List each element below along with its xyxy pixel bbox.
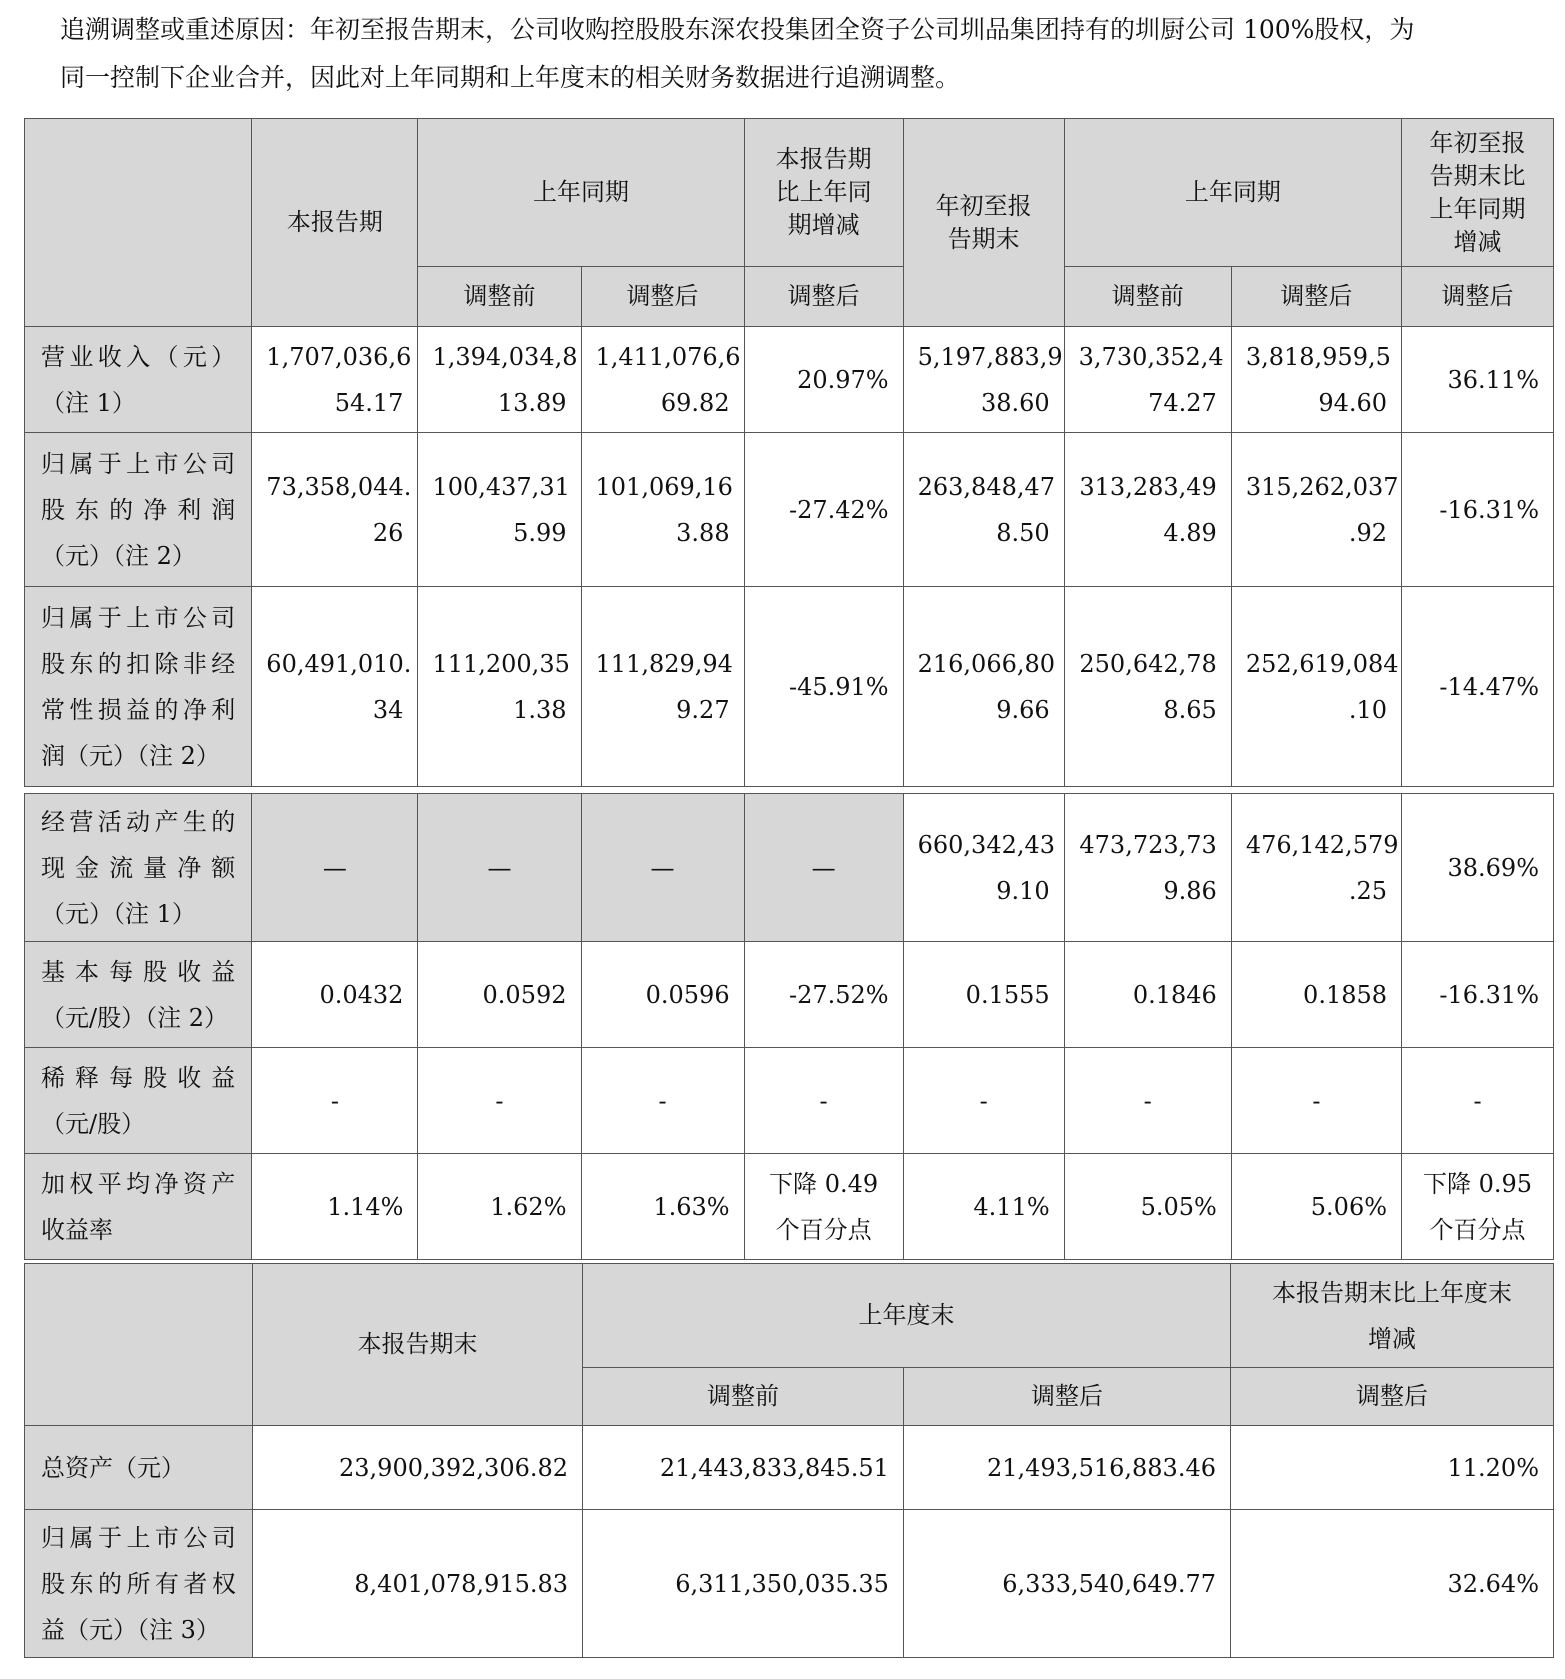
- cell-line: 476,142,579: [1245, 830, 1399, 859]
- header-text: 本报告期末比上年度末: [1272, 1278, 1512, 1307]
- header-after-adj: 调整后: [1231, 1368, 1554, 1426]
- header-text: 本报告期: [775, 145, 872, 173]
- cell-line: 1,707,036,6: [266, 342, 412, 371]
- cell-line: 252,619,084: [1245, 649, 1399, 678]
- header-ytd-change: [1402, 119, 1554, 267]
- row-label-line: 基本每股收益: [41, 957, 236, 986]
- cell-prior-after: [581, 327, 744, 433]
- header-after-adj: 调整后: [1231, 267, 1401, 327]
- cell-line: 73,358,044.: [266, 472, 412, 501]
- cell-ytd-change: -: [1402, 1048, 1554, 1154]
- cell-line: 1,394,034,8: [432, 342, 578, 371]
- cell-prior-ytd-before: 5.05%: [1064, 1154, 1231, 1260]
- row-label-line: （元）（注 1）: [41, 899, 196, 928]
- cell-period-end: 23,900,392,306.82: [252, 1426, 582, 1510]
- cell-line: 8.65: [1163, 695, 1217, 724]
- header-corner: [25, 1264, 253, 1426]
- cell-line: 9.86: [1163, 876, 1217, 905]
- row-label: [25, 433, 252, 587]
- cell-current: [252, 433, 418, 587]
- cell-line: 111,829,94: [595, 649, 733, 678]
- cell-line: .92: [1348, 518, 1388, 547]
- table-row: [25, 794, 1554, 942]
- cell-line: 9.27: [676, 695, 730, 724]
- header-current-period: 本报告期: [252, 119, 418, 327]
- row-label-line: 归属于上市公司: [41, 1523, 236, 1552]
- cell-line: 111,200,35: [432, 649, 570, 678]
- cell-prior-ytd-after: 5.06%: [1231, 1154, 1401, 1260]
- row-label: [25, 794, 252, 942]
- header-text: 增减: [1453, 227, 1502, 256]
- cell-ytd: [903, 794, 1064, 942]
- header-row-1: [25, 1264, 1554, 1368]
- cell-line: 34: [372, 695, 404, 724]
- cell-change: -27.42%: [744, 433, 903, 587]
- cell-line: 38.60: [980, 388, 1050, 417]
- header-after-adj: 调整后: [744, 267, 903, 327]
- cell-line: .25: [1348, 876, 1388, 905]
- cell-prior-before: —: [418, 794, 581, 942]
- cell-line: 9.10: [996, 876, 1050, 905]
- row-label-line: 经营活动产生的: [41, 807, 236, 836]
- cell-prior-after: 0.0596: [581, 942, 744, 1048]
- header-after-adj: 调整后: [903, 1368, 1230, 1426]
- cell-line: 100,437,31: [432, 472, 570, 501]
- cell-ytd-change: 36.11%: [1402, 327, 1554, 433]
- header-row-1: [25, 119, 1554, 267]
- cell-change: -: [744, 1048, 903, 1154]
- cell-change: 32.64%: [1231, 1510, 1554, 1658]
- table-row: [25, 942, 1554, 1048]
- row-label-line: 收益率: [41, 1215, 113, 1244]
- cell-line: 94.60: [1318, 388, 1388, 417]
- cell-line: 下降 0.95: [1422, 1169, 1533, 1198]
- cell-prior-before: [418, 327, 581, 433]
- table-row: [25, 433, 1554, 587]
- cell-prior-ytd-after: [1231, 327, 1401, 433]
- cell-line: 216,066,80: [917, 649, 1056, 678]
- table-row: [25, 587, 1554, 787]
- row-label-line: 归属于上市公司: [41, 449, 236, 478]
- header-prior-year-end: 上年度末: [583, 1264, 1231, 1368]
- cell-line: 个百分点: [1429, 1215, 1526, 1244]
- cell-current: —: [252, 794, 418, 942]
- cell-line: 74.27: [1148, 388, 1217, 417]
- cell-prior-before: 0.0592: [418, 942, 581, 1048]
- row-label-line: （元）（注 2）: [41, 541, 196, 570]
- row-label: [25, 1510, 253, 1658]
- header-ytd: [903, 119, 1064, 327]
- cell-ytd: [903, 327, 1064, 433]
- cell-line: 250,642,78: [1079, 649, 1217, 678]
- row-gap: [25, 787, 1554, 794]
- row-label-line: 加权平均净资产: [41, 1169, 236, 1198]
- cell-current: -: [252, 1048, 418, 1154]
- row-label-line: （注 1）: [41, 388, 136, 417]
- header-before-adj: 调整前: [583, 1368, 904, 1426]
- header-change-vs-prior: [744, 119, 903, 267]
- cell-prior-ytd-after: [1231, 794, 1401, 942]
- cell-prior-after: [581, 433, 744, 587]
- cell-current: 1.14%: [252, 1154, 418, 1260]
- header-text: 告期末: [947, 224, 1020, 253]
- header-change: [1231, 1264, 1554, 1368]
- cell-ytd-change: -16.31%: [1402, 942, 1554, 1048]
- cell-prior-ytd-before: [1064, 794, 1231, 942]
- cell-prior-ytd-before: -: [1064, 1048, 1231, 1154]
- cell-line: 下降 0.49: [769, 1169, 879, 1198]
- row-label-line: 现金流量净额: [41, 853, 236, 882]
- cell-prior-ytd-after: [1231, 587, 1401, 787]
- cell-current: [252, 327, 418, 433]
- cell-line: 4.89: [1163, 518, 1217, 547]
- intro-paragraph: [60, 6, 1500, 102]
- cell-line: 660,342,43: [917, 830, 1056, 859]
- row-label: [25, 942, 252, 1048]
- cell-prior-before: 6,311,350,035.35: [583, 1510, 904, 1658]
- cell-prior-after: [581, 587, 744, 787]
- cell-line: 263,848,47: [917, 472, 1056, 501]
- cell-prior-ytd-before: 0.1846: [1064, 942, 1231, 1048]
- cell-line: 9.66: [996, 695, 1050, 724]
- main-financial-table: [24, 118, 1554, 1260]
- cell-line: 315,262,037: [1245, 472, 1399, 501]
- header-prior-ytd: 上年同期: [1064, 119, 1401, 267]
- cell-prior-before: -: [418, 1048, 581, 1154]
- cell-prior-after: -: [581, 1048, 744, 1154]
- header-corner: [25, 119, 252, 327]
- header-before-adj: 调整前: [418, 267, 581, 327]
- cell-prior-after: 6,333,540,649.77: [903, 1510, 1230, 1658]
- cell-line: 1,411,076,6: [595, 342, 741, 371]
- cell-change: -27.52%: [744, 942, 903, 1048]
- cell-prior-before: 21,443,833,845.51: [583, 1426, 904, 1510]
- header-text: 年初至报: [935, 191, 1032, 220]
- header-text: 年初至报: [1429, 128, 1526, 157]
- cell-ytd: [903, 433, 1064, 587]
- cell-change: -45.91%: [744, 587, 903, 787]
- cell-change: 11.20%: [1231, 1426, 1554, 1510]
- table-row: [25, 1154, 1554, 1260]
- cell-prior-before: 1.62%: [418, 1154, 581, 1260]
- cell-ytd-change: -16.31%: [1402, 433, 1554, 587]
- cell-current: [252, 587, 418, 787]
- cell-prior-ytd-before: [1064, 433, 1231, 587]
- row-label-line: 股东的净利润: [41, 495, 236, 524]
- cell-prior-ytd-after: -: [1231, 1048, 1401, 1154]
- cell-ytd: 4.11%: [903, 1154, 1064, 1260]
- row-label: [25, 1048, 252, 1154]
- cell-line: 60,491,010.: [266, 649, 412, 678]
- cell-change: [744, 1154, 903, 1260]
- row-label-line: 股东的所有者权: [41, 1569, 236, 1598]
- cell-prior-ytd-before: [1064, 587, 1231, 787]
- cell-prior-ytd-before: [1064, 327, 1231, 433]
- balance-table: [24, 1263, 1554, 1658]
- cell-current: 0.0432: [252, 942, 418, 1048]
- cell-prior-after: —: [581, 794, 744, 942]
- cell-line: 54.17: [334, 388, 404, 417]
- header-after-adj: 调整后: [1402, 267, 1554, 327]
- header-text: 上年同期: [1429, 194, 1526, 223]
- cell-line: 69.82: [660, 388, 730, 417]
- table-row: [25, 327, 1554, 433]
- table-row: [25, 1510, 1554, 1658]
- gap-cell: [25, 787, 1554, 794]
- cell-prior-ytd-after: 0.1858: [1231, 942, 1401, 1048]
- header-text: 增减: [1368, 1324, 1416, 1353]
- cell-line: 5,197,883,9: [917, 342, 1063, 371]
- cell-line: 3,730,352,4: [1078, 342, 1224, 371]
- cell-ytd: 0.1555: [903, 942, 1064, 1048]
- cell-change: 20.97%: [744, 327, 903, 433]
- row-label-line: 稀释每股收益: [41, 1063, 236, 1092]
- cell-prior-ytd-after: [1231, 433, 1401, 587]
- cell-line: 8.50: [996, 518, 1050, 547]
- header-period-end: 本报告期末: [252, 1264, 582, 1426]
- cell-period-end: 8,401,078,915.83: [252, 1510, 582, 1658]
- cell-ytd-change: 38.69%: [1402, 794, 1554, 942]
- row-label-line: 常性损益的净利: [41, 695, 236, 724]
- cell-line: 101,069,16: [595, 472, 733, 501]
- row-label-line: 益（元）（注 3）: [41, 1615, 220, 1644]
- header-text: 告期末比: [1429, 161, 1526, 190]
- row-label-line: （元/股）（注 2）: [41, 1003, 228, 1032]
- header-after-adj: 调整后: [581, 267, 744, 327]
- cell-change: —: [744, 794, 903, 942]
- cell-prior-before: [418, 587, 581, 787]
- cell-line: 3.88: [676, 518, 730, 547]
- row-label: [25, 327, 252, 433]
- row-label: [25, 587, 252, 787]
- intro-line-2: 同一控制下企业合并，因此对上年同期和上年度末的相关财务数据进行追溯调整。: [60, 63, 961, 92]
- header-text: 期增减: [787, 211, 860, 239]
- intro-line-1: 追溯调整或重述原因：年初至报告期末，公司收购控股股东深农投集团全资子公司圳品集团持有的圳厨公司 100%股权，为: [60, 15, 1415, 44]
- cell-line: 3,818,959,5: [1245, 342, 1391, 371]
- table-row: [25, 1048, 1554, 1154]
- cell-ytd-change: [1402, 1154, 1554, 1260]
- cell-line: 26: [372, 518, 404, 547]
- row-label-line: 股东的扣除非经: [41, 649, 236, 678]
- cell-line: 13.89: [497, 388, 567, 417]
- cell-ytd-change: -14.47%: [1402, 587, 1554, 787]
- row-label-line: （元/股）: [41, 1109, 146, 1138]
- cell-ytd: -: [903, 1048, 1064, 1154]
- cell-prior-after: 1.63%: [581, 1154, 744, 1260]
- row-label: 总资产（元）: [25, 1426, 253, 1510]
- cell-line: 1.38: [513, 695, 567, 724]
- cell-prior-before: [418, 433, 581, 587]
- cell-line: 个百分点: [775, 1215, 872, 1244]
- cell-prior-after: 21,493,516,883.46: [903, 1426, 1230, 1510]
- cell-line: .10: [1348, 695, 1388, 724]
- cell-ytd: [903, 587, 1064, 787]
- header-prior-period: 上年同期: [418, 119, 744, 267]
- row-label-line: 归属于上市公司: [41, 603, 236, 632]
- row-label-line: 润（元）（注 2）: [41, 741, 220, 770]
- header-before-adj: 调整前: [1064, 267, 1231, 327]
- cell-line: 473,723,73: [1079, 830, 1217, 859]
- row-label-line: 营业收入（元）: [41, 342, 236, 371]
- cell-line: 313,283,49: [1079, 472, 1217, 501]
- row-label: [25, 1154, 252, 1260]
- cell-line: 5.99: [513, 518, 567, 547]
- header-text: 比上年同: [775, 178, 872, 206]
- table-row: [25, 1426, 1554, 1510]
